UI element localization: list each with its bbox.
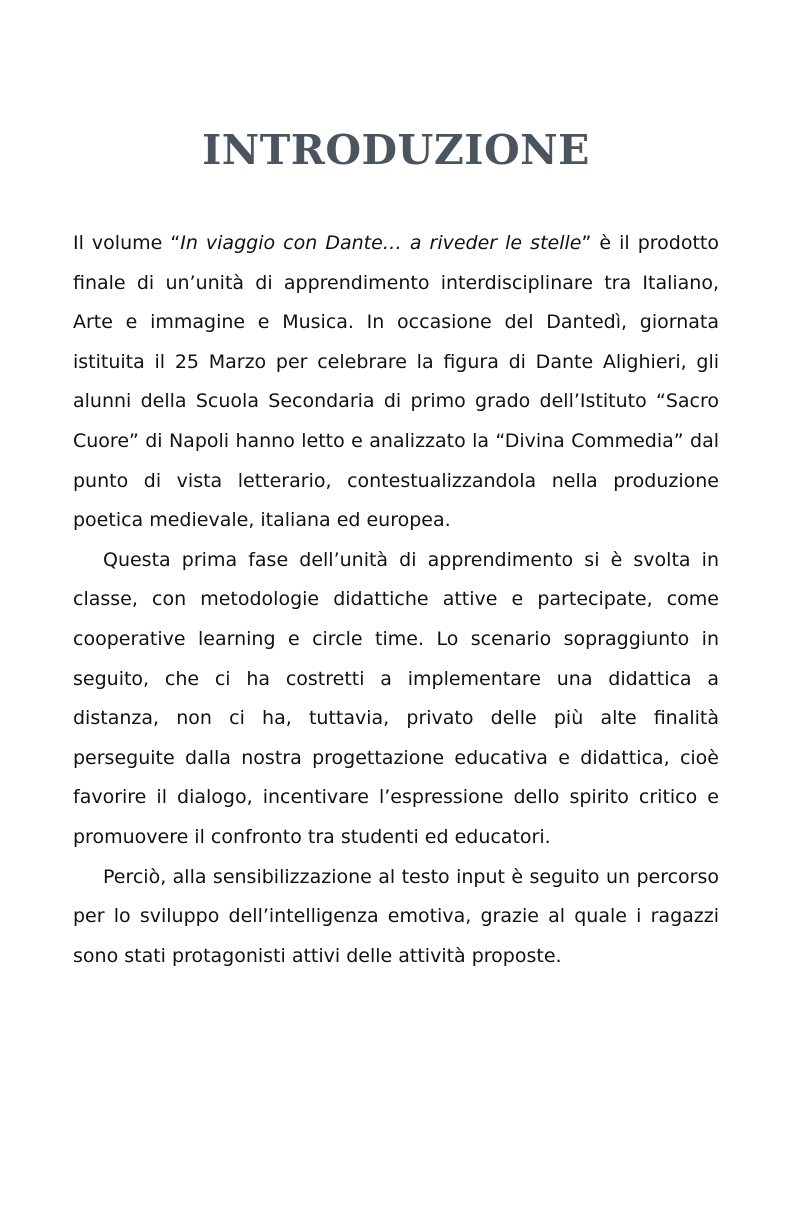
paragraph-1-lead: Il volume “ <box>73 232 181 254</box>
paragraph-1 <box>73 224 719 541</box>
page-title: INTRODUZIONE <box>202 126 590 174</box>
book-title-citation: In viaggio con Dante… a riveder le stelle <box>180 232 582 254</box>
paragraph-1-rest: ” è il prodotto finale di un’unità di apprendimento interdisciplinare tra Italiano, Arte e immagine e Musica. In occasione del Dantedì, giornata istituita il 25 Marzo per celebrare la figura di Dante Alighieri, gli alunni della Scuola Secondaria di primo grado dell’Istituto “Sacro Cuore” di Napoli hanno letto e analizzato la “Divina Commedia” dal punto di vista letterario, contestualizzandola nella produzione poetica medievale, italiana ed europea. <box>73 232 719 532</box>
paragraph-2: Questa prima fase dell’unità di apprendimento si è svolta in classe, con metodologie didattiche attive e partecipate, come cooperative learning e circle time. Lo scenario sopraggiunto in seguito, che ci ha costretti a implementare una didattica a distanza, non ci ha, tuttavia, privato delle più alte finalità perseguite dalla nostra progettazione educativa e didattica, cioè favorire il dialogo, incentivare l’espressione dello spirito critico e promuovere il confronto tra studenti ed educatori. <box>73 548 719 848</box>
paragraph-3: Perciò, alla sensibilizzazione al testo input è seguito un percorso per lo sviluppo dell’intelligenza emotiva, grazie al quale i ragazzi sono stati protagonisti attivi delle attività proposte. <box>73 865 719 967</box>
body-text <box>73 224 719 976</box>
